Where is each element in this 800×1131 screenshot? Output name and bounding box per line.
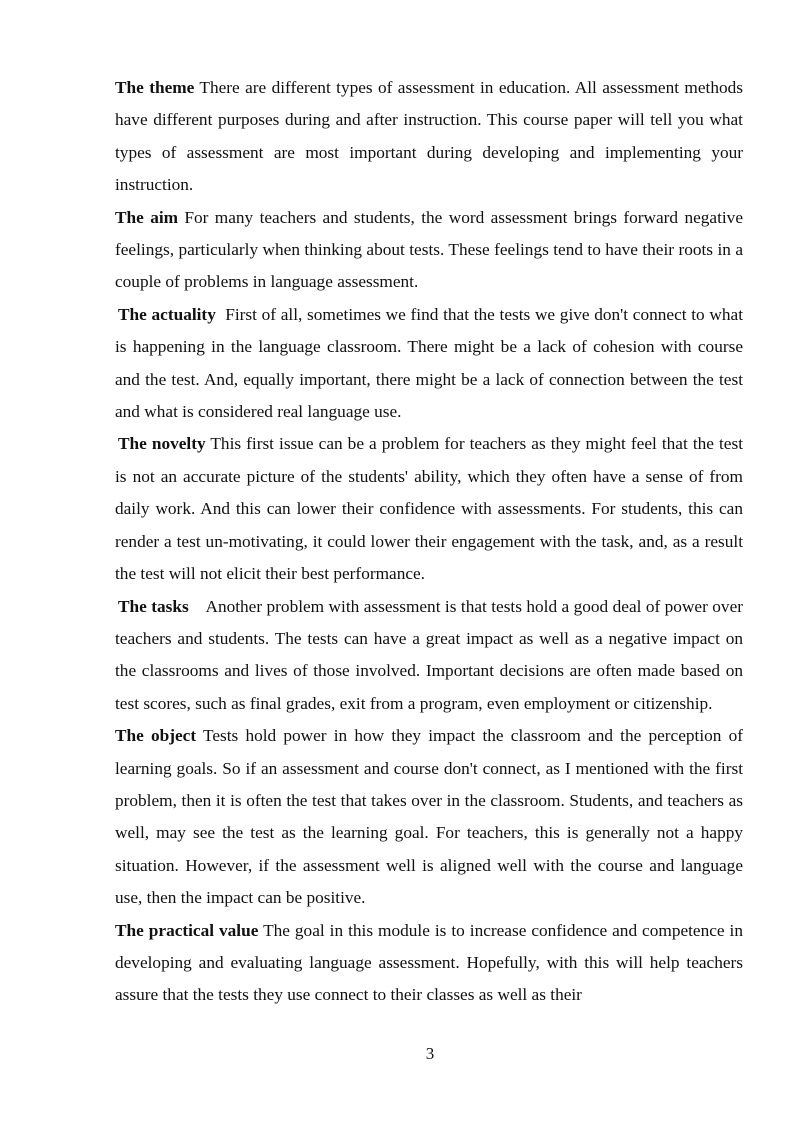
paragraph-aim bbox=[115, 202, 748, 299]
page-number: 3 bbox=[425, 1044, 435, 1063]
paragraph-label: The theme bbox=[115, 78, 195, 97]
paragraph-novelty bbox=[115, 428, 748, 590]
document-body bbox=[115, 72, 748, 1012]
paragraph-practical-value bbox=[115, 915, 748, 1012]
paragraph-theme bbox=[115, 72, 748, 202]
paragraph-label: The object bbox=[115, 726, 197, 746]
paragraph-label: The actuality bbox=[118, 304, 216, 324]
paragraph-label: The aim bbox=[115, 207, 179, 227]
paragraph-text: Another problem with assessment is that tests hold a good deal of power over teachers and students. The tests can have a great impact as well as a negative impact on the classrooms and lives of those involved. Important decisions are often made based on test scores, such as final grades, exit from a program, even employment or citizenship. bbox=[115, 596, 748, 713]
paragraph-label: The practical value bbox=[115, 920, 259, 940]
paragraph-text: There are different types of assessment in education. All assessment methods have different purposes during and after instruction. This course paper will tell you what types of assessment are most important during developing and implementing your instruction. bbox=[115, 78, 748, 195]
paragraph-text: This first issue can be a problem for teachers as they might feel that the test is not an accurate picture of the students' ability, which they often have a sense of from daily work. And this can lower their confidence with assessments. For students, this can render a test un-motivating, it could lower their engagement with the task, and, as a result the test will not elicit their best performance. bbox=[115, 434, 748, 584]
paragraph-tasks bbox=[115, 591, 748, 721]
paragraph-label: The tasks bbox=[118, 596, 189, 616]
paragraph-text: Tests hold power in how they impact the classroom and the perception of learning goals. So if an assessment and course don't connect, as I mentioned with the first problem, then it is often the test that takes over in the classroom. Students, and teachers as well, may see the test as the learning goal. For teachers, this is generally not a happy situation. However, if the assessment well is aligned well with the course and language use, then the impact can be positive. bbox=[115, 726, 748, 908]
paragraph-label: The novelty bbox=[118, 434, 206, 454]
paragraph-text: First of all, sometimes we find that the tests we give don't connect to what is happening in the language classroom. There might be a lack of cohesion with course and the test. And, equally important, there might be a lack of connection between the test and what is considered real language use. bbox=[115, 304, 748, 422]
paragraph-actuality bbox=[115, 299, 748, 429]
paragraph-text: For many teachers and students, the word assessment brings forward negative feelings, particularly when thinking about tests. These feelings tend to have their roots in a couple of problems in language assessment. bbox=[115, 207, 748, 292]
paragraph-text: The goal in this module is to increase confidence and competence in developing and evaluating language assessment. Hopefully, with this will help teachers assure that the tests they use connect to their classes as well as their bbox=[115, 920, 748, 1005]
paragraph-object bbox=[115, 720, 748, 914]
